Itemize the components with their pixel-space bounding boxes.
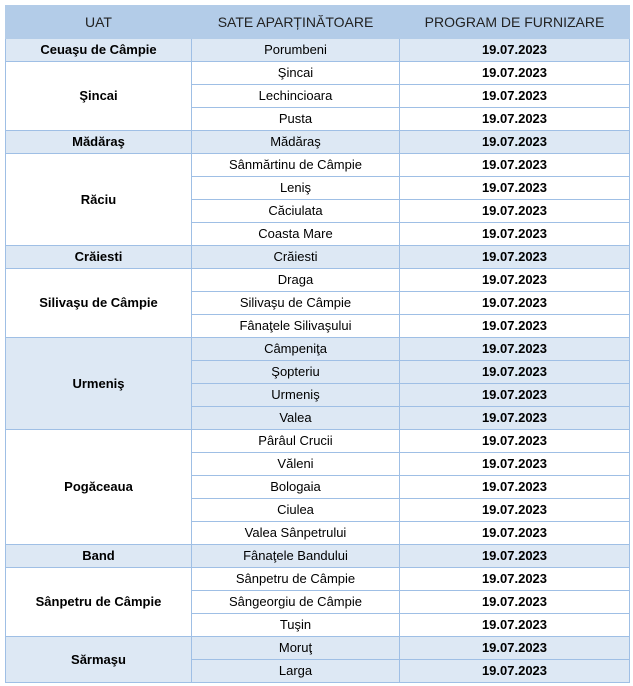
- date-cell: 19.07.2023: [400, 315, 630, 338]
- uat-cell: Urmeniş: [6, 338, 192, 430]
- uat-cell: Pogăceaua: [6, 430, 192, 545]
- date-cell: 19.07.2023: [400, 407, 630, 430]
- village-cell: Valea Sânpetrului: [192, 522, 400, 545]
- date-cell: 19.07.2023: [400, 108, 630, 131]
- date-cell: 19.07.2023: [400, 269, 630, 292]
- uat-cell: Sânpetru de Câmpie: [6, 568, 192, 637]
- date-cell: 19.07.2023: [400, 453, 630, 476]
- village-cell: Pusta: [192, 108, 400, 131]
- date-cell: 19.07.2023: [400, 591, 630, 614]
- village-cell: Câmpeniţa: [192, 338, 400, 361]
- table-row: [6, 154, 630, 177]
- village-cell: Văleni: [192, 453, 400, 476]
- village-cell: Pârâul Crucii: [192, 430, 400, 453]
- village-cell: Şopteriu: [192, 361, 400, 384]
- uat-cell: Răciu: [6, 154, 192, 246]
- table-row: [6, 430, 630, 453]
- date-cell: 19.07.2023: [400, 499, 630, 522]
- date-cell: 19.07.2023: [400, 568, 630, 591]
- date-cell: 19.07.2023: [400, 39, 630, 62]
- uat-cell: Silivaşu de Câmpie: [6, 269, 192, 338]
- date-cell: 19.07.2023: [400, 246, 630, 269]
- date-cell: 19.07.2023: [400, 430, 630, 453]
- date-cell: 19.07.2023: [400, 384, 630, 407]
- uat-cell: Mădăraş: [6, 131, 192, 154]
- date-cell: 19.07.2023: [400, 476, 630, 499]
- village-cell: Tuşin: [192, 614, 400, 637]
- date-cell: 19.07.2023: [400, 131, 630, 154]
- village-cell: Leniş: [192, 177, 400, 200]
- date-cell: 19.07.2023: [400, 522, 630, 545]
- table-row: [6, 246, 630, 269]
- date-cell: 19.07.2023: [400, 361, 630, 384]
- date-cell: 19.07.2023: [400, 223, 630, 246]
- date-cell: 19.07.2023: [400, 62, 630, 85]
- village-cell: Silivaşu de Câmpie: [192, 292, 400, 315]
- village-cell: Crăiesti: [192, 246, 400, 269]
- village-cell: Moruţ: [192, 637, 400, 660]
- header-villages: SATE APARȚINĂTOARE: [192, 6, 400, 39]
- village-cell: Draga: [192, 269, 400, 292]
- date-cell: 19.07.2023: [400, 292, 630, 315]
- village-cell: Sânmărtinu de Câmpie: [192, 154, 400, 177]
- village-cell: Sângeorgiu de Câmpie: [192, 591, 400, 614]
- village-cell: Sânpetru de Câmpie: [192, 568, 400, 591]
- date-cell: 19.07.2023: [400, 338, 630, 361]
- village-cell: Coasta Mare: [192, 223, 400, 246]
- village-cell: Porumbeni: [192, 39, 400, 62]
- header-schedule: PROGRAM DE FURNIZARE: [400, 6, 630, 39]
- table-row: [6, 568, 630, 591]
- village-cell: Larga: [192, 660, 400, 683]
- date-cell: 19.07.2023: [400, 177, 630, 200]
- village-cell: Lechincioara: [192, 85, 400, 108]
- village-cell: Mădăraş: [192, 131, 400, 154]
- date-cell: 19.07.2023: [400, 200, 630, 223]
- table-row: [6, 39, 630, 62]
- uat-cell: Ceuaşu de Câmpie: [6, 39, 192, 62]
- uat-cell: Sărmaşu: [6, 637, 192, 683]
- date-cell: 19.07.2023: [400, 637, 630, 660]
- village-cell: Urmeniş: [192, 384, 400, 407]
- village-cell: Ciulea: [192, 499, 400, 522]
- village-cell: Şincai: [192, 62, 400, 85]
- table-body: [6, 39, 630, 683]
- date-cell: 19.07.2023: [400, 660, 630, 683]
- table-row: [6, 637, 630, 660]
- village-cell: Valea: [192, 407, 400, 430]
- village-cell: Fânaţele Bandului: [192, 545, 400, 568]
- header-uat: UAT: [6, 6, 192, 39]
- uat-cell: Band: [6, 545, 192, 568]
- uat-cell: Crăiesti: [6, 246, 192, 269]
- supply-schedule-table: [5, 5, 630, 683]
- date-cell: 19.07.2023: [400, 545, 630, 568]
- village-cell: Bologaia: [192, 476, 400, 499]
- table-row: [6, 131, 630, 154]
- table-row: [6, 545, 630, 568]
- date-cell: 19.07.2023: [400, 614, 630, 637]
- uat-cell: Şincai: [6, 62, 192, 131]
- date-cell: 19.07.2023: [400, 85, 630, 108]
- table-row: [6, 62, 630, 85]
- village-cell: Căciulata: [192, 200, 400, 223]
- header-row: [6, 6, 630, 39]
- table-row: [6, 269, 630, 292]
- table-row: [6, 338, 630, 361]
- village-cell: Fânaţele Silivaşului: [192, 315, 400, 338]
- date-cell: 19.07.2023: [400, 154, 630, 177]
